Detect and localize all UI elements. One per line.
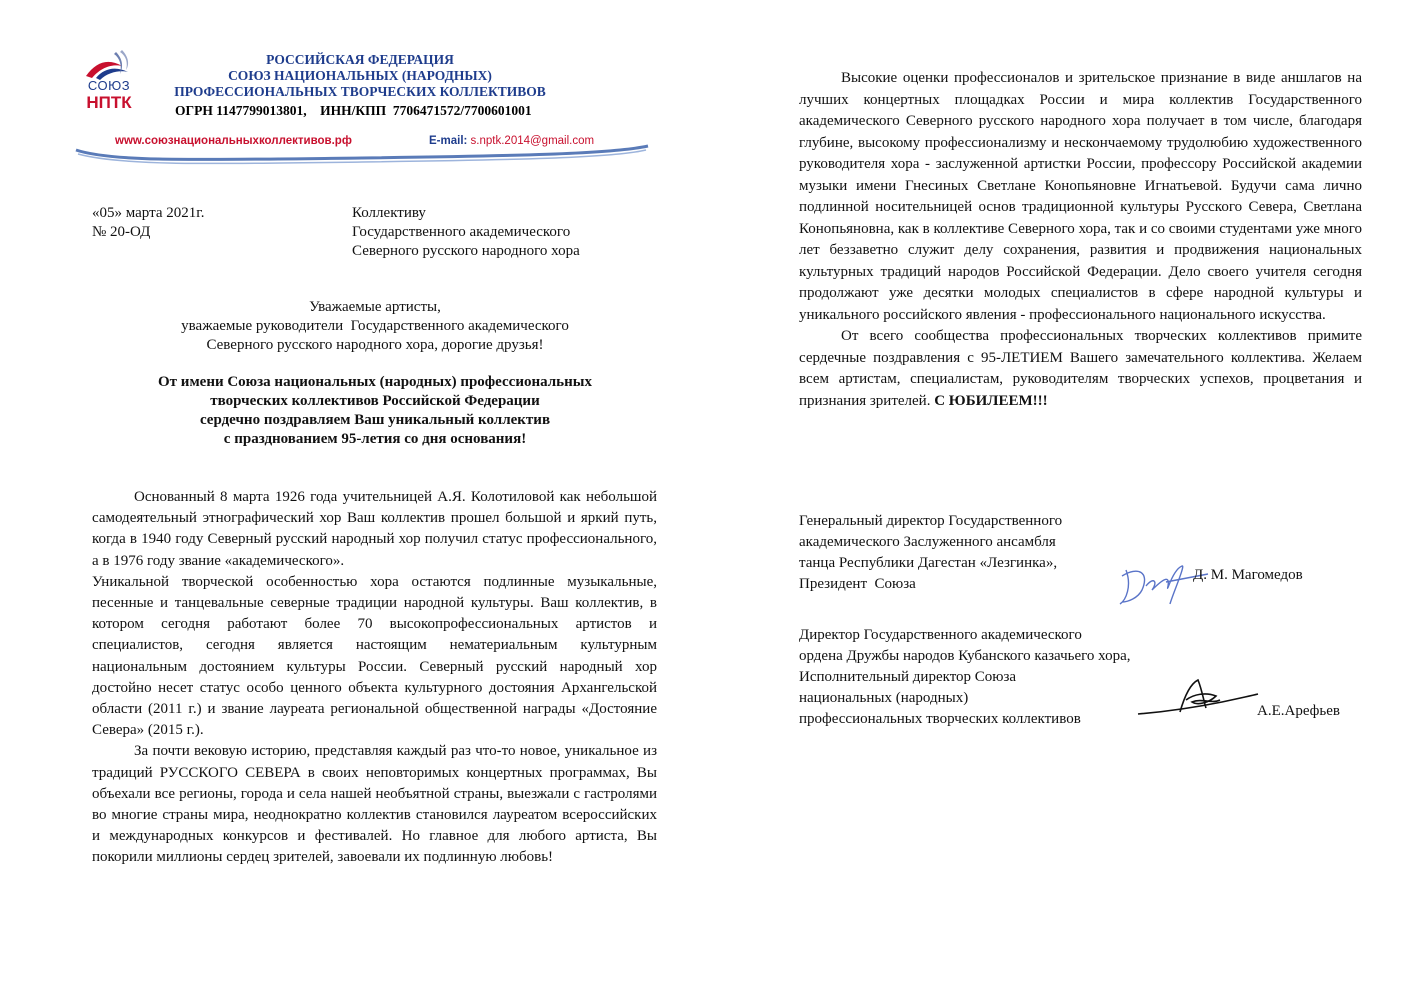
bird-emblem-icon: [78, 48, 140, 82]
signatory-title-line: Директор Государственного академического: [799, 627, 1082, 643]
salutation: [100, 298, 650, 355]
org-line: СОЮЗ НАЦИОНАЛЬНЫХ (НАРОДНЫХ): [228, 68, 492, 83]
signatory-2-name: А.Е.Арефьев: [1257, 703, 1340, 719]
recipient-line: Северного русского народного хора: [352, 243, 580, 259]
email-label: E-mail:: [429, 135, 471, 147]
body-paragraph-closing: [799, 326, 1362, 412]
letter-number: № 20-ОД: [92, 224, 151, 240]
congrats-line: От имени Союза национальных (народных) профессиональных: [158, 374, 592, 390]
salutation-line: уважаемые руководители Государственного академического: [181, 318, 569, 334]
org-line: РОССИЙСКАЯ ФЕДЕРАЦИЯ: [266, 52, 454, 67]
letter-date: «05» марта 2021г.: [92, 205, 205, 221]
organization-name: [150, 52, 570, 100]
email-link[interactable]: s.nptk.2014@gmail.com: [470, 135, 595, 147]
website-link[interactable]: www.союзнациональныхколлективов.рф: [115, 135, 352, 147]
body-paragraph: Высокие оценки профессионалов и зрительское признание в виде аншлагов на лучших концертных площадках России и мира коллектив Государственного академического Северного русского народного хора получает в том числе, благодаря глубине, высокому профессионализму и нескончаемому трудолюбию художественного руководителя хора - заслуженной артистки России, профессору Российской академии музыки имени Гнесиных Светлане Конопьяновне Игнатьевой. Будучи сама лично подлинной носительницей основ традиционной культуры Русского Севера, Светлана Конопьяновна, как в коллективе Северного хора, так и со своими студентами уже много лет беззаветно служит делу сохранения, развития и продвижения национальных культурных традиций народов Российской Федерации. Дело своего учителя сегодня продолжают уже десятки молодых специалистов в сфере народной культуры и уникального российского явления - профессионального национального искусства.: [799, 70, 1362, 323]
logo-text-soyuz: СОЮЗ: [87, 78, 131, 93]
signatory-title-line: профессиональных творческих коллективов: [799, 711, 1081, 727]
congrats-line: творческих коллективов Российской Федерации: [210, 393, 540, 409]
logo-text-nptk: НПТК: [86, 93, 132, 112]
closing-text: От всего сообщества профессиональных творческих коллективов примите сердечные поздравления с 95-ЛЕТИЕМ Вашего замечательного коллектива. Желаем всем артистам, специалистам, руководителям творческих успехов, процветания и признания зрителей.: [799, 328, 1362, 409]
signatory-title-line: академического Заслуженного ансамбля: [799, 534, 1056, 550]
recipient-line: Коллективу: [352, 205, 426, 221]
signatory-title-line: национальных (народных): [799, 690, 969, 706]
congratulation-heading: [100, 373, 650, 449]
signatory-title-line: Исполнительный директор Союза: [799, 669, 1017, 685]
congrats-line: с празднованием 95-летия со дня основания!: [223, 431, 527, 447]
registration-numbers: ОГРН 1147799013801, ИНН/КПП 7706471572/7700601001: [175, 103, 532, 118]
salutation-line: Северного русского народного хора, дорогие друзья!: [206, 337, 544, 353]
recipient-line: Государственного академического: [352, 224, 571, 240]
signatory-title-line: ордена Дружбы народов Кубанского казачьего хора,: [799, 648, 1131, 664]
letterhead-swoosh-divider: [72, 140, 652, 168]
body-paragraph: За почти вековую историю, представляя каждый раз что-то новое, уникальное из традиций РУССКОГО СЕВЕРА в своих неповторимых концертных программах, Вы объехали все регионы, города и села нашей необъятной страны, выезжали с гастролями во многие страны мира, неоднократно коллектив становился лауреатом всероссийских и международных конкурсов и фестивалей. Но главное для любого артиста, Вы покорили миллионы сердец зрителей, завоевали их подлинную любовь!: [92, 743, 657, 866]
letter-body-right: [799, 68, 1362, 412]
body-paragraph: Уникальной творческой особенностью хора остаются подлинные музыкальные, песенные и танцевальные северные традиции народной культуры. Ваш коллектив, в котором сегодня работают более 70 высокопрофессиональных артистов и специалистов, сегодня является настоящим нематериальным культурным национальным достоянием культуры России. Северный русский народный хор достойно несет статус особо ценного объекта культурного достояния Архангельской области (2011 г.) и звание лауреата региональной общественной награды «Достояние Севера» (2015 г.).: [92, 573, 657, 739]
signatory-title-line: танца Республики Дагестан «Лезгинка»,: [799, 555, 1058, 571]
org-line: ПРОФЕССИОНАЛЬНЫХ ТВОРЧЕСКИХ КОЛЛЕКТИВОВ: [174, 84, 546, 99]
letter-page-right: [707, 0, 1413, 1000]
body-paragraph: Основанный 8 марта 1926 года учительницей А.Я. Колотиловой как небольшой самодеятельный этнографический хор Ваш коллектив прошел большой и яркий путь, когда в 1940 году Северный русский народный хор получил статус профессионального, а в 1976 году звание «академического».: [92, 489, 657, 569]
congrats-line: сердечно поздравляем Ваш уникальный коллектив: [199, 412, 551, 428]
signatory-1-name: Д. М. Магомедов: [1193, 567, 1303, 583]
letter-date-number: [92, 204, 204, 242]
signatory-title-line: Генеральный директор Государственного: [799, 513, 1063, 529]
recipient-block: [352, 204, 580, 261]
signatory-title-line: Президент Союза: [799, 576, 916, 592]
salutation-line: Уважаемые артисты,: [309, 299, 441, 315]
jubilee-exclamation: С ЮБИЛЕЕМ!!!: [934, 392, 1048, 409]
letter-page-left: [0, 0, 706, 1000]
letter-body-left: [92, 487, 657, 869]
union-logo: [78, 48, 140, 118]
handwritten-signature-2: [1132, 672, 1262, 724]
